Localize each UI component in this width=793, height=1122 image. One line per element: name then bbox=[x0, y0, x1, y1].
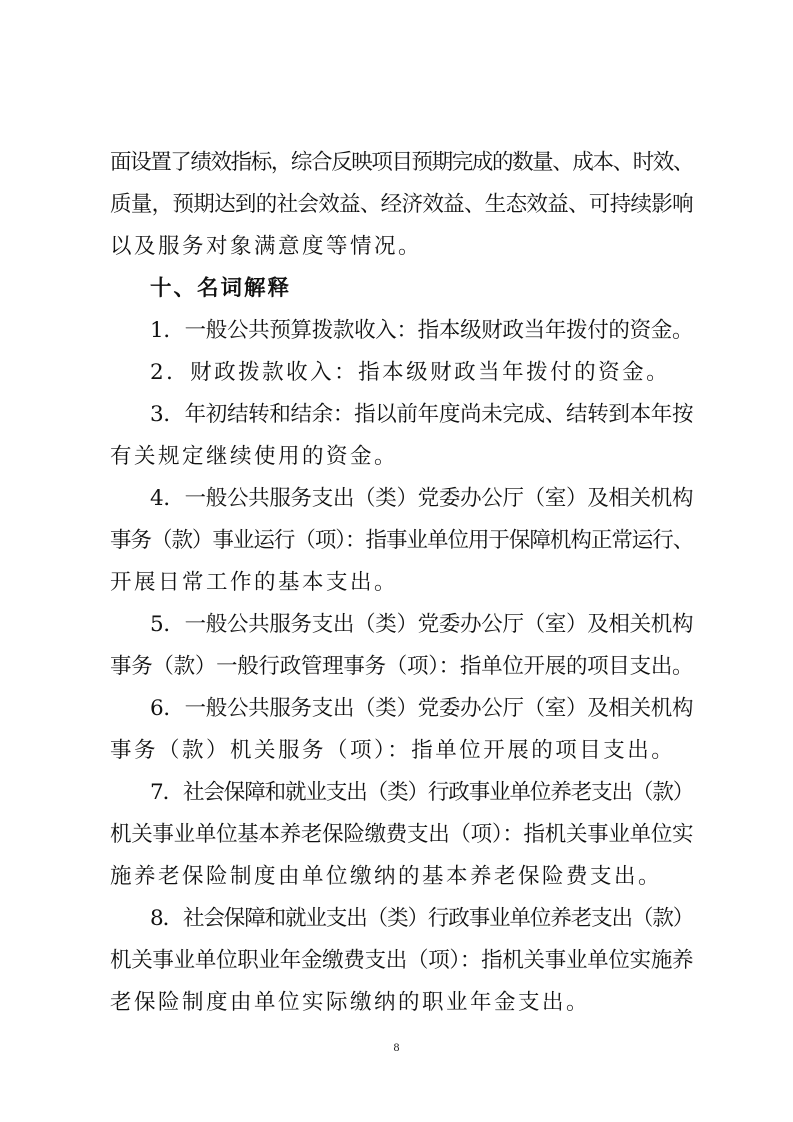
definition-item-7: 7．社会保障和就业支出（类）行政事业单位养老支出（款） bbox=[150, 780, 694, 805]
definition-item-3: 3．年初结转和结余：指以前年度尚未完成、结转到本年按 bbox=[150, 402, 694, 427]
paragraph-line: 开展日常工作的基本支出。 bbox=[110, 570, 399, 595]
paragraph-line: 以及服务对象满意度等情况。 bbox=[110, 234, 423, 259]
paragraph-line: 事务（款）一般行政管理事务（项）：指单位开展的项目支出。 bbox=[110, 654, 694, 679]
definition-item-1: 1．一般公共预算拨款收入：指本级财政当年拨付的资金。 bbox=[150, 318, 694, 343]
paragraph-line: 机关事业单位职业年金缴费支出（项）：指机关事业单位实施养 bbox=[110, 948, 694, 973]
paragraph-line: 面设置了绩效指标，综合反映项目预期完成的数量、成本、时效、 bbox=[110, 150, 694, 175]
paragraph-line: 事务（款）机关服务（项）：指单位开展的项目支出。 bbox=[110, 738, 676, 763]
paragraph-line: 机关事业单位基本养老保险缴费支出（项）：指机关事业单位实 bbox=[110, 822, 694, 847]
paragraph-line: 施养老保险制度由单位缴纳的基本养老保险费支出。 bbox=[110, 864, 663, 889]
paragraph-line: 质量，预期达到的社会效益、经济效益、生态效益、可持续影响 bbox=[110, 192, 694, 217]
page-number: 8 bbox=[393, 1040, 400, 1054]
definition-item-5: 5．一般公共服务支出（类）党委办公厅（室）及相关机构 bbox=[150, 612, 694, 637]
paragraph-line: 老保险制度由单位实际缴纳的职业年金支出。 bbox=[110, 990, 591, 1015]
definition-item-4: 4．一般公共服务支出（类）党委办公厅（室）及相关机构 bbox=[150, 486, 694, 511]
section-heading: 十、名词解释 bbox=[150, 276, 292, 301]
paragraph-line: 有关规定继续使用的资金。 bbox=[110, 444, 399, 469]
definition-item-2: 2．财政拨款收入：指本级财政当年拨付的资金。 bbox=[150, 360, 671, 385]
definition-item-6: 6．一般公共服务支出（类）党委办公厅（室）及相关机构 bbox=[150, 696, 694, 721]
paragraph-line: 事务（款）事业运行（项）：指事业单位用于保障机构正常运行、 bbox=[110, 528, 694, 553]
definition-item-8: 8．社会保障和就业支出（类）行政事业单位养老支出（款） bbox=[150, 906, 694, 931]
